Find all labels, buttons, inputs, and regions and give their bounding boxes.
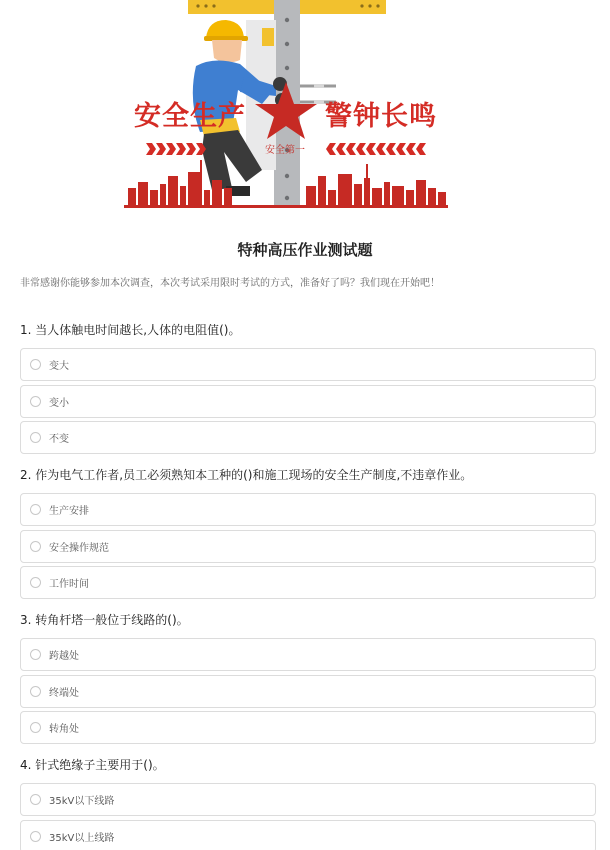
- header-banner: [0, 0, 610, 220]
- question-2: [20, 467, 596, 599]
- radio-circle-icon[interactable]: [30, 396, 41, 407]
- option-radio[interactable]: [20, 385, 596, 418]
- survey-intro: 非常感谢你能够参加本次调查，本次考试采用限时考试的方式，准备好了吗？我们现在开始吧！: [20, 278, 440, 289]
- question-4: [20, 757, 596, 850]
- chevrons-right: [326, 143, 426, 155]
- option-label: 变大: [49, 361, 69, 372]
- option-radio[interactable]: [20, 638, 596, 671]
- option-label: 转角处: [49, 724, 79, 735]
- option-radio[interactable]: [20, 348, 596, 381]
- banner-slogan-left: 安全生产: [134, 101, 246, 132]
- question-title: 2. 作为电气工作者,员工必须熟知本工种的()和施工现场的安全生产制度,不违章作业。: [20, 468, 473, 482]
- radio-circle-icon[interactable]: [30, 541, 41, 552]
- option-label: 安全操作规范: [49, 542, 109, 554]
- question-list: [20, 322, 596, 850]
- question-1: [20, 322, 596, 454]
- question-3: [20, 612, 596, 744]
- radio-circle-icon[interactable]: [30, 504, 41, 515]
- banner-small-text: 安全第一: [265, 145, 305, 156]
- option-label: 终端处: [49, 687, 79, 699]
- question-title: 4. 针式绝缘子主要用于()。: [20, 758, 165, 772]
- option-label: 35kV以上线路: [49, 832, 115, 844]
- option-radio[interactable]: [20, 675, 596, 708]
- radio-circle-icon[interactable]: [30, 359, 41, 370]
- question-title: 3. 转角杆塔一般位于线路的()。: [20, 613, 189, 627]
- survey-title: 特种高压作业测试题: [237, 241, 373, 259]
- option-label: 生产安排: [49, 506, 89, 517]
- banner-slogan-right: 警钟长鸣: [325, 101, 437, 132]
- option-label: 跨越处: [49, 651, 79, 662]
- option-radio[interactable]: [20, 783, 596, 816]
- option-radio[interactable]: [20, 493, 596, 526]
- option-label: 不变: [49, 434, 69, 445]
- option-label: 35kV以下线路: [49, 796, 115, 807]
- radio-circle-icon[interactable]: [30, 432, 41, 443]
- option-label: 工作时间: [49, 579, 89, 590]
- option-radio[interactable]: [20, 566, 596, 599]
- chevrons-left: [146, 143, 206, 155]
- option-radio[interactable]: [20, 421, 596, 454]
- radio-circle-icon[interactable]: [30, 686, 41, 697]
- radio-circle-icon[interactable]: [30, 722, 41, 733]
- option-radio[interactable]: [20, 820, 596, 850]
- option-label: 变小: [49, 397, 69, 409]
- radio-circle-icon[interactable]: [30, 831, 41, 842]
- banner-illustration: [0, 0, 610, 220]
- option-radio[interactable]: [20, 711, 596, 744]
- radio-circle-icon[interactable]: [30, 649, 41, 660]
- question-title: 1. 当人体触电时间越长,人体的电阻值()。: [20, 323, 241, 337]
- option-radio[interactable]: [20, 530, 596, 563]
- radio-circle-icon[interactable]: [30, 577, 41, 588]
- radio-circle-icon[interactable]: [30, 794, 41, 805]
